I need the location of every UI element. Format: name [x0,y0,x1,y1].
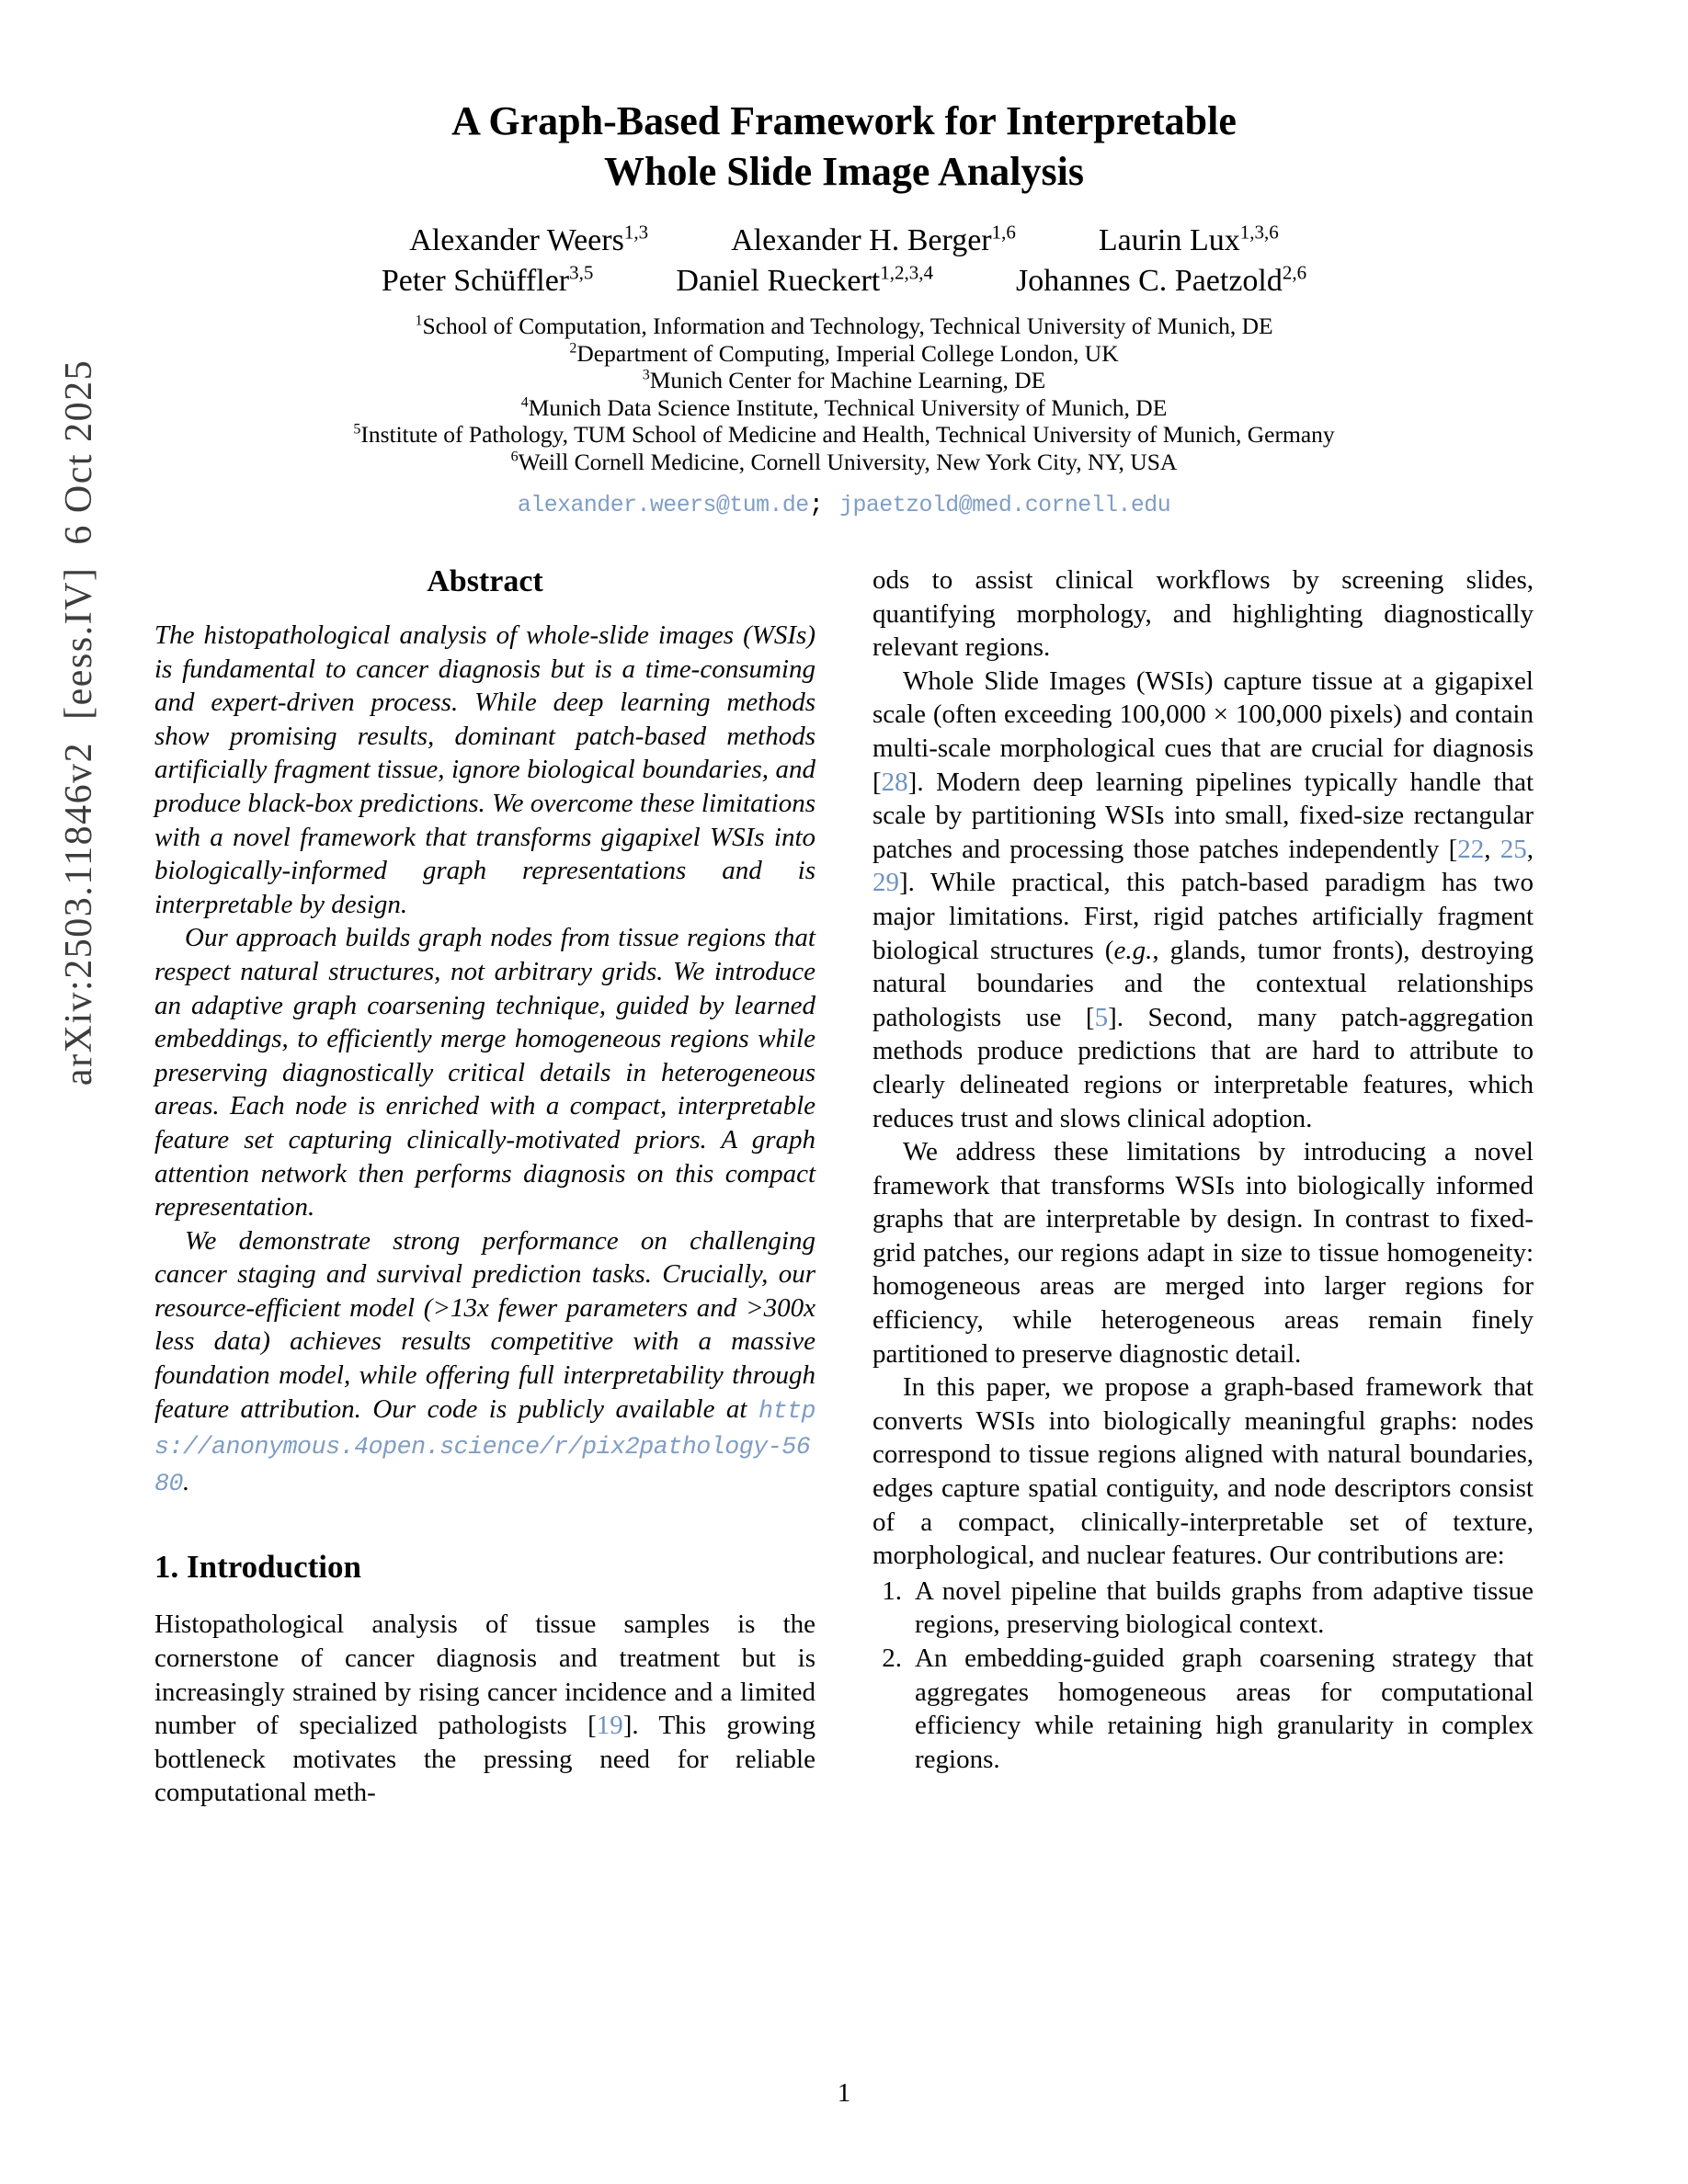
author-name: Daniel Rueckert [676,264,881,298]
body-paragraph [873,665,1534,1135]
abstract-paragraph [154,619,815,921]
text-run: , [1526,834,1534,864]
affiliation-line [0,449,1688,476]
author [382,261,594,301]
author [1099,221,1279,261]
body-paragraph [154,1608,815,1810]
paper-title-line-1: A Graph-Based Framework for Interpretable [451,98,1237,143]
text-run: ; [808,492,840,519]
text-run: Our approach builds graph nodes from tissue regions that respect natural structures, not arbitrary grids. We introduce an adaptive graph coarsening technique, guided by learned embeddings, to efficiently merge homogeneous regions while preserving diagnostically critical details in heterogeneous areas. Each node is enriched with a compact, interpretable feature set capturing clinically-motivated priors. A graph attention network then performs diagnosis on this compact representation. [154,923,815,1223]
abstract-paragraph [154,1224,815,1502]
text-run: Whole Slide Images (WSIs) capture tissue at a gigapixel scale (often exceeding 100,000 × 100,000 pixels) and contain multi-scale morphological cues that are crucial for diagnosis [ [873,665,1534,797]
citation-link[interactable]: 28 [881,767,908,797]
right-column [873,563,1534,1810]
url-link[interactable]: https://anonymous.4open.science/r/pix2pathology-5680 [154,1397,815,1498]
text-run: ods to assist clinical workflows by screening slides, quantifying morphology, and highlighting diagnostically relevant regions. [873,565,1534,663]
affiliation-block [0,313,1688,475]
affiliation-line [0,367,1688,394]
list-item [873,1642,1534,1776]
affiliation-text: Institute of Pathology, TUM School of Medicine and Health, Technical University of Munich, Germany [360,421,1335,448]
text-run: We address these limitations by introducing a novel framework that transforms WSIs into biologically informed graphs that are interpretable by design. In contrast to fixed-grid patches, our regions adapt in size to tissue homogeneity: homogeneous areas are merged into larger regions for efficiency, while heterogeneous areas remain finely partitioned to preserve diagnostic detail. [873,1137,1534,1369]
abstract-paragraph [154,921,815,1223]
list-item-text: A novel pipeline that builds graphs from adaptive tissue regions, preserving biological context. [915,1575,1534,1640]
body-paragraph [873,1371,1534,1573]
affiliation-line [0,394,1688,422]
text-run: ]. While practical, this patch-based paradigm has two major limitations. First, rigid patches artificially fragment biological structures ( [873,868,1534,965]
url-link[interactable]: alexander.weers@tum.de [517,493,809,518]
list-item-marker: 1. [882,1575,902,1606]
author-superscript: 3,5 [569,261,594,284]
text-run: We demonstrate strong performance on challenging cancer staging and survival prediction tasks. Crucially, our resource-efficient model (>13x fewer parameters and >300x less data) achieves results competitive with a massive foundation model, while offering full interpretability through feature attribution. Our code is publicly available at [154,1225,815,1424]
left-column [154,563,815,1810]
author-name: Johannes C. Paetzold [1015,264,1283,298]
affiliation-line [0,340,1688,368]
affiliation-superscript: 3 [642,367,650,383]
text-run: ]. Second, many patch-aggregation methods produce predictions that are hard to attribute to clearly delineated regions or interpretable features, which reduces trust and slows clinical adoption. [873,1002,1534,1133]
author-row-1 [0,221,1688,261]
affiliation-superscript: 2 [569,340,577,356]
affiliation-superscript: 5 [353,421,361,438]
affiliation-text: Weill Cornell Medicine, Cornell University, New York City, NY, USA [518,448,1178,475]
text-run: Histopathological analysis of tissue samples is the cornerstone of cancer diagnosis and treatment but is increasingly strained by rising cancer incidence and a limited number of specialized pathologists [ [154,1610,815,1741]
section-heading-introduction: 1. Introduction [154,1549,361,1586]
author [731,221,1016,261]
paper-header [0,0,1688,519]
text-run: , glands, tumor fronts), destroying natural boundaries and the contextual relationships pathologists use [ [873,935,1534,1032]
author-superscript: 1,3 [623,221,649,244]
affiliation-line [0,313,1688,340]
affiliation-text: School of Computation, Information and Technology, Technical University of Munich, DE [422,313,1273,339]
citation-link[interactable]: 29 [873,868,899,898]
author-name: Alexander Weers [409,223,624,257]
body-paragraph [873,563,1534,665]
page-number: 1 [837,2078,851,2108]
affiliation-superscript: 1 [415,313,423,329]
author-name: Peter Schüffler [381,264,570,298]
author [409,221,648,261]
citation-link[interactable]: 25 [1500,834,1527,864]
affiliation-text: Department of Computing, Imperial College London, UK [576,339,1119,367]
author-superscript: 1,3,6 [1239,221,1279,244]
paper-title-line-2: Whole Slide Image Analysis [604,149,1084,194]
author-row-2 [0,261,1688,301]
affiliation-line [0,421,1688,449]
text-run: ]. Modern deep learning pipelines typically handle that scale by partitioning WSIs into small, fixed-size rectangular patches and processing those patches independently [ [873,767,1534,864]
text-run: In this paper, we propose a graph-based framework that converts WSIs into biologically meaningful graphs: nodes correspond to tissue regions aligned with natural boundaries, edges capture spatial contiguity, and node descriptors consist of a compact, clinically-interpretable set of texture, morphological, and nuclear features. Our contributions are: [873,1372,1534,1571]
text-run: ]. This growing bottleneck motivates the pressing need for reliable computational meth- [154,1711,815,1808]
two-column-body [0,563,1688,1810]
text-run: . [183,1466,190,1496]
text-run: , [1484,834,1500,864]
author-superscript: 2,6 [1282,261,1307,284]
author-superscript: 1,2,3,4 [880,261,933,284]
list-item-marker: 2. [882,1644,902,1673]
body-paragraph [873,1135,1534,1371]
author-name: Laurin Lux [1098,223,1240,257]
citation-link[interactable]: 22 [1457,834,1485,864]
author [676,261,933,301]
list-item [873,1575,1534,1642]
affiliation-superscript: 4 [520,394,529,410]
author [1016,261,1306,301]
citation-link[interactable]: 5 [1094,1002,1109,1032]
abstract-section [154,563,815,1501]
url-link[interactable]: jpaetzold@med.cornell.edu [839,493,1171,518]
text-run: e.g. [1113,935,1153,965]
affiliation-text: Munich Center for Machine Learning, DE [649,367,1046,393]
arxiv-stamp: arXiv:2503.11846v2 [eess.IV] 6 Oct 2025 [58,358,100,1086]
author-superscript: 1,6 [991,221,1016,244]
list-item-text: An embedding-guided graph coarsening strategy that aggregates homogeneous areas for computational efficiency while retaining high granularity in complex regions. [915,1644,1534,1774]
contributions-list [873,1575,1534,1777]
author-block [0,221,1688,301]
abstract-heading: Abstract [427,564,543,598]
citation-link[interactable]: 19 [596,1711,623,1741]
author-name: Alexander H. Berger [731,223,992,257]
affiliation-superscript: 6 [510,449,519,464]
email-line [0,492,1688,519]
affiliation-text: Munich Data Science Institute, Technical University of Munich, DE [528,393,1168,421]
text-run: The histopathological analysis of whole-slide images (WSIs) is fundamental to cancer diagnosis but is a time-consuming and expert-driven process. While deep learning methods show promising results, dominant patch-based methods artificially fragment tissue, ignore biological boundaries, and produce black-box predictions. We overcome these limitations with a novel framework that transforms gigapixel WSIs into biologically-informed graph representations and is interpretable by design. [154,620,815,919]
